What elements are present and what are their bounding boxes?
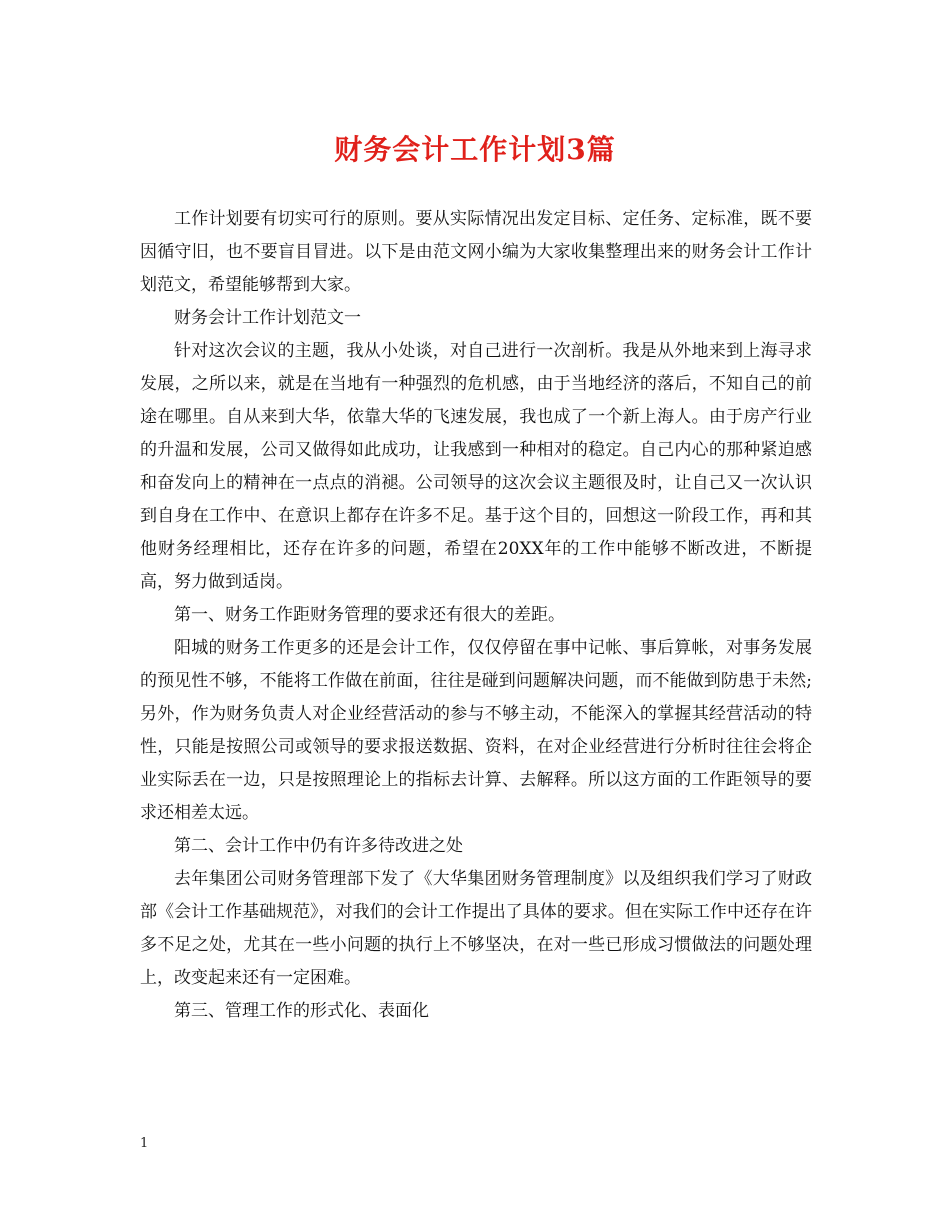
- section-heading-sample-one: 财务会计工作计划范文一: [174, 308, 361, 328]
- document-title: 财务会计工作计划3篇: [334, 133, 616, 166]
- body-paragraph: 去年集团公司财务管理部下发了《大华集团财务管理制度》以及组织我们学习了财政部《会计工作基础规范》，对我们的会计工作提出了具体的要求。但在实际工作中还存在许多不足之处，尤其在一些小问题的执行上不够坚决，在对一些已形成习惯做法的问题处理上，改变起来还有一定困难。: [140, 869, 812, 988]
- point-heading-second: 第二、会计工作中仍有许多待改进之处: [174, 836, 463, 856]
- body-paragraph: 针对这次会议的主题，我从小处谈，对自己进行一次剖析。我是从外地来到上海寻求发展，之所以来，就是在当地有一种强烈的危机感，由于当地经济的落后，不知自己的前途在哪里。自从来到大华，依靠大华的飞速发展，我也成了一个新上海人。由于房产行业的升温和发展，公司又做得如此成功，让我感到一种相对的稳定。自己内心的那种紧迫感和奋发向上的精神在一点点的消褪。公司领导的这次会议主题很及时，让自己又一次认识到自身在工作中、在意识上都存在许多不足。基于这个目的，回想这一阶段工作，再和其他财务经理相比，还存在许多的问题，希望在20XX年的工作中能够不断改进，不断提高，努力做到适岗。: [140, 341, 812, 592]
- intro-paragraph: 工作计划要有切实可行的原则。要从实际情况出发定目标、定任务、定标准，既不要因循守旧，也不要盲目冒进。以下是由范文网小编为大家收集整理出来的财务会计工作计划范文，希望能够帮到大家。: [140, 209, 812, 295]
- body-paragraph: 阳城的财务工作更多的还是会计工作，仅仅停留在事中记帐、事后算帐，对事务发展的预见性不够，不能将工作做在前面，往往是碰到问题解决问题，而不能做到防患于未然;另外，作为财务负责人对企业经营活动的参与不够主动，不能深入的掌握其经营活动的特性，只能是按照公司或领导的要求报送数据、资料，在对企业经营进行分析时往往会将企业实际丢在一边，只是按照理论上的指标去计算、去解释。所以这方面的工作距领导的要求还相差太远。: [140, 638, 812, 823]
- page-number: 1: [140, 1136, 149, 1151]
- document-body: [140, 203, 812, 1028]
- point-heading-third: 第三、管理工作的形式化、表面化: [174, 1001, 429, 1021]
- point-heading-first: 第一、财务工作距财务管理的要求还有很大的差距。: [174, 605, 565, 625]
